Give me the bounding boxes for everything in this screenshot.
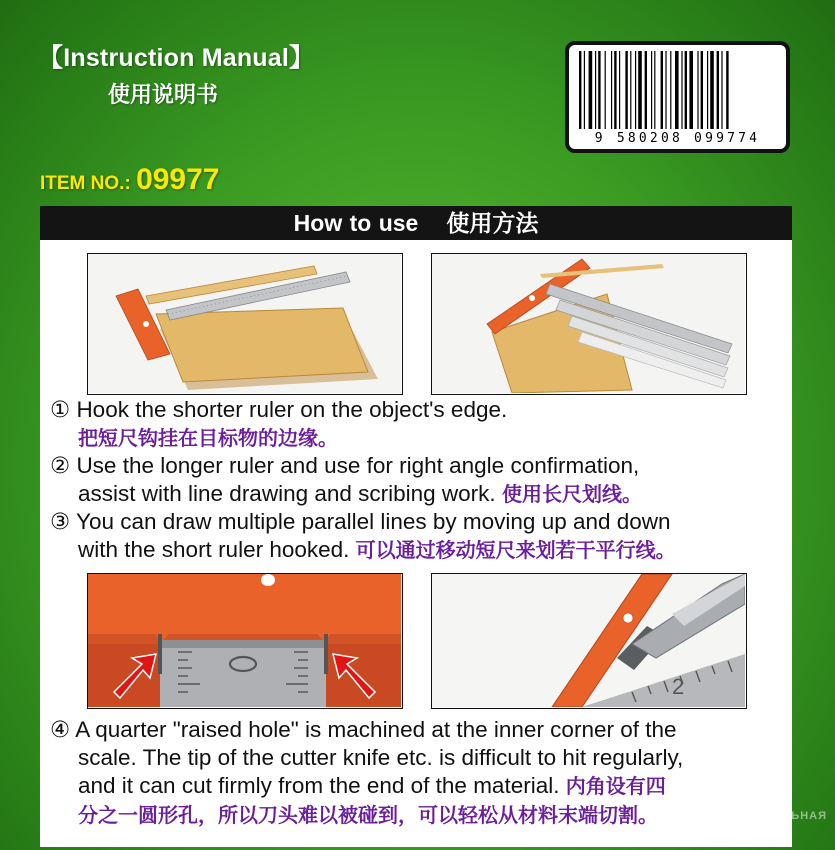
- photo-raised-hole: [87, 573, 403, 709]
- photo-hook-ruler: [87, 253, 403, 395]
- barcode-digits: 9 580208 099774: [594, 131, 761, 146]
- how-to-use-panel: [40, 206, 792, 847]
- step-1: [50, 396, 790, 453]
- step-4: [50, 716, 790, 830]
- step-2-text-line2: assist with line drawing and scribing work.: [78, 481, 496, 506]
- barcode-bars: [577, 51, 778, 129]
- manual-title-cn: 使用说明书: [108, 82, 219, 107]
- step-4-text-cn-2: 分之一圆形孔，所以刀头难以被碰到，可以轻松从材料末端切割。: [78, 805, 658, 827]
- heading-en: How to use: [293, 210, 419, 236]
- step-2: [50, 452, 790, 509]
- step-1-marker: ①: [50, 397, 71, 423]
- step-4-marker: ④: [50, 717, 71, 743]
- photo-parallel-lines: [431, 253, 747, 395]
- step-4-text-line1: A quarter "raised hole" is machined at the inner corner of the: [75, 717, 677, 742]
- photo-cutter-knife: [431, 573, 747, 709]
- item-number-line: [40, 163, 220, 197]
- item-number: 09977: [136, 163, 220, 196]
- step-4-text-line2: scale. The tip of the cutter knife etc. is difficult to hit regularly,: [78, 745, 684, 770]
- heading-cn: 使用方法: [446, 210, 539, 236]
- step-2-text-cn: 使用长尺划线。: [501, 484, 642, 506]
- step-3-text-cn: 可以通过移动短尺来划若干平行线。: [355, 540, 676, 562]
- step-4-text-line3: and it can cut firmly from the end of the material.: [78, 773, 560, 798]
- step-3: [50, 508, 790, 565]
- step-3-text-line1: You can draw multiple parallel lines by moving up and down: [76, 509, 671, 534]
- step-2-text-line1: Use the longer ruler and use for right angle confirmation,: [76, 453, 640, 478]
- step-3-text-line2: with the short ruler hooked.: [78, 537, 350, 562]
- panel-heading: [40, 206, 792, 240]
- step-2-marker: ②: [50, 453, 71, 479]
- barcode: [565, 41, 790, 153]
- svg-text:2: 2: [672, 674, 685, 699]
- manual-title: 【Instruction Manual】: [38, 44, 315, 72]
- step-4-text-cn-1: 内角设有四: [565, 776, 666, 798]
- watermark: ЕЛЬНАЯ: [774, 810, 827, 822]
- item-label: ITEM NO.:: [40, 173, 137, 194]
- step-3-marker: ③: [50, 509, 71, 535]
- step-1-text: Hook the shorter ruler on the object's edge.: [76, 397, 508, 422]
- step-1-text-cn: 把短尺钩挂在目标物的边缘。: [78, 428, 338, 450]
